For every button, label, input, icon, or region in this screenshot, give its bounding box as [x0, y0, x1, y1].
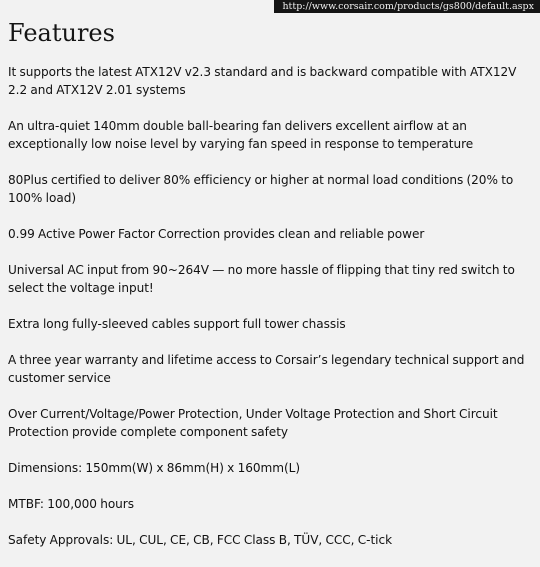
- feature-item: Safety Approvals: UL, CUL, CE, CB, FCC Class B, TÜV, CCC, C-tick: [8, 533, 393, 547]
- feature-item: It supports the latest ATX12V v2.3 standard and is backward compatible with ATX12V 2.2 and ATX12V 2.01 systems: [8, 65, 517, 97]
- feature-item: Dimensions: 150mm(W) x 86mm(H) x 160mm(L): [8, 461, 300, 475]
- page-title: Features: [8, 19, 115, 47]
- url-watermark: http://www.corsair.com/products/gs800/default.aspx: [274, 0, 540, 13]
- feature-item: Extra long fully-sleeved cables support full tower chassis: [8, 317, 346, 331]
- feature-list: [8, 63, 533, 567]
- feature-item: Over Current/Voltage/Power Protection, Under Voltage Protection and Short Circuit Protection provide complete component safety: [8, 407, 498, 439]
- feature-item: 0.99 Active Power Factor Correction provides clean and reliable power: [8, 227, 425, 241]
- feature-item: Universal AC input from 90~264V — no more hassle of flipping that tiny red switch to select the voltage input!: [8, 263, 515, 295]
- feature-item: MTBF: 100,000 hours: [8, 497, 134, 511]
- feature-item: An ultra-quiet 140mm double ball-bearing fan delivers excellent airflow at an exceptionally low noise level by varying fan speed in response to temperature: [8, 119, 474, 151]
- feature-item: 80Plus certified to deliver 80% efficiency or higher at normal load conditions (20% to 100% load): [8, 173, 514, 205]
- feature-item: A three year warranty and lifetime access to Corsair’s legendary technical support and customer service: [8, 353, 525, 385]
